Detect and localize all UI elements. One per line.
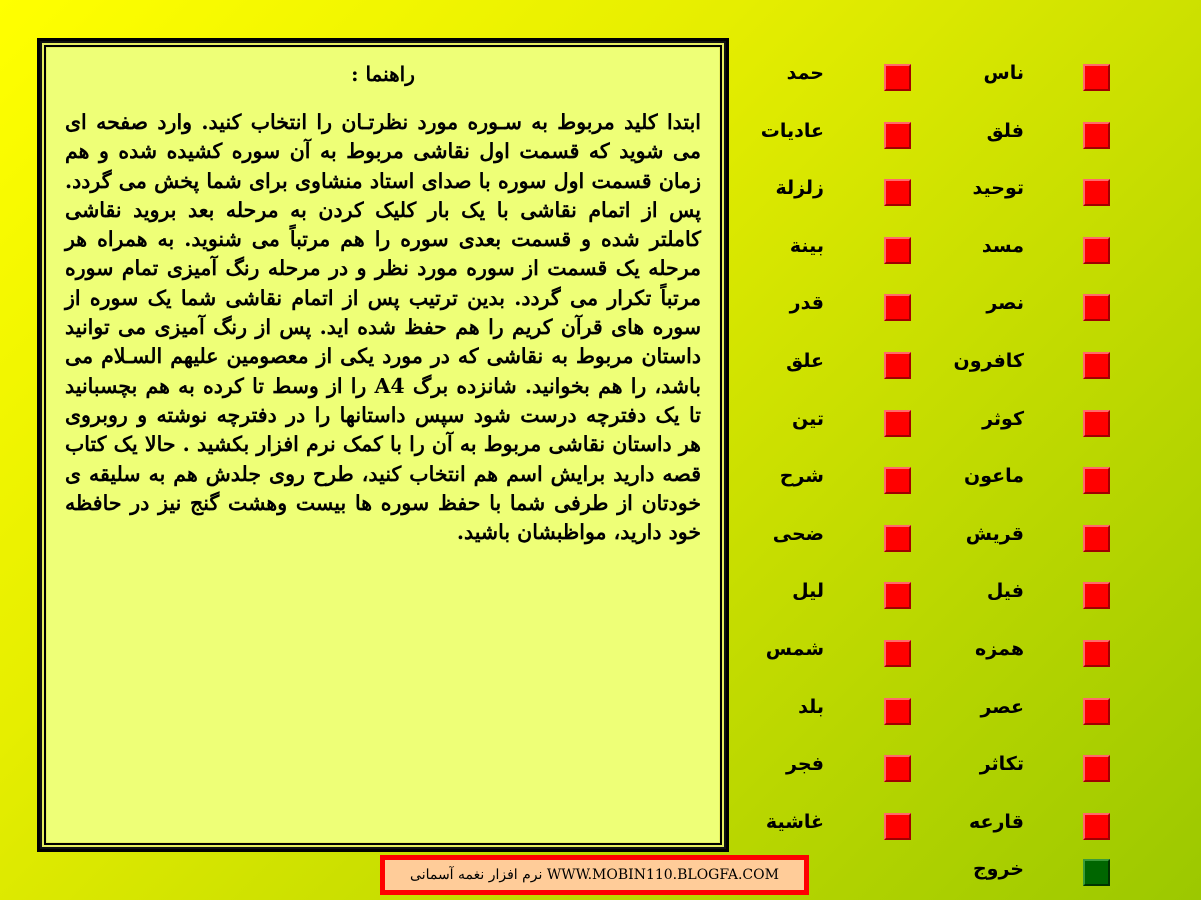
exit-square-icon[interactable]: [1083, 859, 1110, 886]
exit-label[interactable]: خروج: [972, 858, 1024, 880]
surah-label[interactable]: قدر: [789, 292, 824, 314]
surah-button[interactable]: [1083, 409, 1110, 437]
surah-button[interactable]: [884, 63, 911, 91]
guide-panel: [37, 38, 729, 852]
red-square-icon[interactable]: [884, 410, 911, 437]
surah-label[interactable]: کوثر: [982, 408, 1024, 430]
red-square-icon[interactable]: [1083, 525, 1110, 552]
surah-label[interactable]: تین: [792, 408, 824, 430]
surah-label[interactable]: فلق: [986, 120, 1024, 142]
surah-button[interactable]: [884, 581, 911, 609]
surah-label[interactable]: نصر: [986, 292, 1024, 314]
surah-button[interactable]: [884, 409, 911, 437]
red-square-icon[interactable]: [1083, 294, 1110, 321]
red-square-icon[interactable]: [1083, 410, 1110, 437]
surah-button[interactable]: [884, 178, 911, 206]
surah-label[interactable]: قارعه: [968, 811, 1024, 833]
surah-button[interactable]: [1083, 581, 1110, 609]
red-square-icon[interactable]: [884, 122, 911, 149]
surah-button[interactable]: [1083, 63, 1110, 91]
surah-label[interactable]: ناس: [983, 62, 1024, 84]
surah-button[interactable]: [884, 639, 911, 667]
surah-label[interactable]: بلد: [798, 696, 824, 718]
surah-label[interactable]: لیل: [792, 580, 824, 602]
surah-button[interactable]: [884, 754, 911, 782]
surah-label[interactable]: فیل: [986, 580, 1024, 602]
surah-button[interactable]: [884, 293, 911, 321]
red-square-icon[interactable]: [884, 467, 911, 494]
red-square-icon[interactable]: [884, 179, 911, 206]
surah-button[interactable]: [884, 236, 911, 264]
guide-frame-mid: [42, 43, 724, 847]
red-square-icon[interactable]: [884, 640, 911, 667]
surah-label[interactable]: تکاثر: [979, 753, 1024, 775]
red-square-icon[interactable]: [1083, 122, 1110, 149]
red-square-icon[interactable]: [1083, 237, 1110, 264]
surah-button[interactable]: [1083, 236, 1110, 264]
surah-label[interactable]: بینة: [789, 235, 824, 257]
surah-label[interactable]: ضحی: [772, 523, 824, 545]
surah-button[interactable]: [1083, 293, 1110, 321]
surah-label[interactable]: کافرون: [953, 350, 1024, 372]
red-square-icon[interactable]: [884, 64, 911, 91]
guide-title: راهنما :: [351, 62, 415, 86]
surah-button[interactable]: [1083, 697, 1110, 725]
red-square-icon[interactable]: [884, 525, 911, 552]
exit-button[interactable]: [1083, 858, 1110, 886]
surah-label[interactable]: ماعون: [963, 465, 1024, 487]
red-square-icon[interactable]: [884, 294, 911, 321]
red-square-icon[interactable]: [884, 582, 911, 609]
website-footer-link[interactable]: [380, 855, 809, 895]
red-square-icon[interactable]: [1083, 467, 1110, 494]
red-square-icon[interactable]: [884, 237, 911, 264]
surah-label[interactable]: شمس: [765, 638, 824, 660]
surah-button[interactable]: [1083, 466, 1110, 494]
surah-button[interactable]: [1083, 178, 1110, 206]
surah-button[interactable]: [1083, 639, 1110, 667]
red-square-icon[interactable]: [1083, 755, 1110, 782]
red-square-icon[interactable]: [1083, 813, 1110, 840]
surah-label[interactable]: عادیات: [760, 120, 824, 142]
red-square-icon[interactable]: [884, 698, 911, 725]
surah-label[interactable]: توحید: [972, 177, 1024, 199]
surah-button[interactable]: [884, 351, 911, 379]
red-square-icon[interactable]: [884, 755, 911, 782]
surah-label[interactable]: غاشیة: [765, 811, 824, 833]
surah-label[interactable]: زلزلة: [775, 177, 824, 199]
red-square-icon[interactable]: [884, 813, 911, 840]
surah-label[interactable]: شرح: [779, 465, 824, 487]
surah-label[interactable]: عصر: [980, 696, 1024, 718]
surah-button[interactable]: [884, 466, 911, 494]
red-square-icon[interactable]: [1083, 698, 1110, 725]
footer-text: نرم افزار نغمه آسمانی WWW.MOBIN110.BLOGFA.COM: [410, 867, 779, 883]
surah-label[interactable]: فجر: [786, 753, 824, 775]
surah-button[interactable]: [884, 524, 911, 552]
surah-button[interactable]: [1083, 812, 1110, 840]
surah-button[interactable]: [1083, 351, 1110, 379]
surah-button[interactable]: [884, 697, 911, 725]
red-square-icon[interactable]: [884, 352, 911, 379]
surah-label[interactable]: همزه: [975, 638, 1024, 660]
surah-label[interactable]: علق: [786, 350, 824, 372]
surah-button[interactable]: [1083, 754, 1110, 782]
red-square-icon[interactable]: [1083, 179, 1110, 206]
surah-button[interactable]: [1083, 524, 1110, 552]
surah-label[interactable]: مسد: [981, 235, 1024, 257]
red-square-icon[interactable]: [1083, 640, 1110, 667]
surah-label[interactable]: قریش: [965, 523, 1024, 545]
red-square-icon[interactable]: [1083, 582, 1110, 609]
surah-label[interactable]: حمد: [786, 62, 824, 84]
red-square-icon[interactable]: [1083, 64, 1110, 91]
surah-button[interactable]: [884, 121, 911, 149]
guide-body-text: ابتدا کلید مربوط به سـوره مورد نظرتـان را انتخاب کنید. وارد صفحه ای می شوید که قسمت اول نقاشی مربوط به آن سوره کشیده شده و هم زمان قسمت اول سوره با صدای استاد منشاوی برای شما پخش می گردد. پس از اتمام نقاشی با یک بار کلیک کردن به مرحله بعد بروید نقاشی کاملتر شده و قسمت بعدی سوره را هم مرتباً می شنوید. به همراه هر مرحله یک قسمت از سوره مورد نظر و در مرحله رنگ آمیزی تمام سوره مرتباً تکرار می گردد. بدین ترتیب پس از اتمام نقاشی شما یک سوره از سوره های قرآن کریم را هم حفظ شده اید. پس از رنگ آمیزی می توانید داستان مربوط به نقاشی که در مورد یکی از معصومین علیهم السـلام می باشد، را هم بخوانید. شانزده برگ A4 را از وسط تا کرده به هم بچسبانید تا یک دفترچه درست شود سپس داستانها را در دفترچه نوشته و روبروی هر داستان نقاشی مربوط به آن را با کمک نرم افزار بکشید . حالا یک کتاب قصه دارید برایش اسم هم انتخاب کنید، طرح روی جلدش هم به سلیقه ی خودتان از طرفی شما با حفظ سوره ها بیست وهشت گنج نیز در حافظه خود دارید، مواظبشان باشید.: [65, 110, 701, 545]
red-square-icon[interactable]: [1083, 352, 1110, 379]
surah-button[interactable]: [1083, 121, 1110, 149]
surah-button[interactable]: [884, 812, 911, 840]
guide-content: [46, 47, 720, 843]
